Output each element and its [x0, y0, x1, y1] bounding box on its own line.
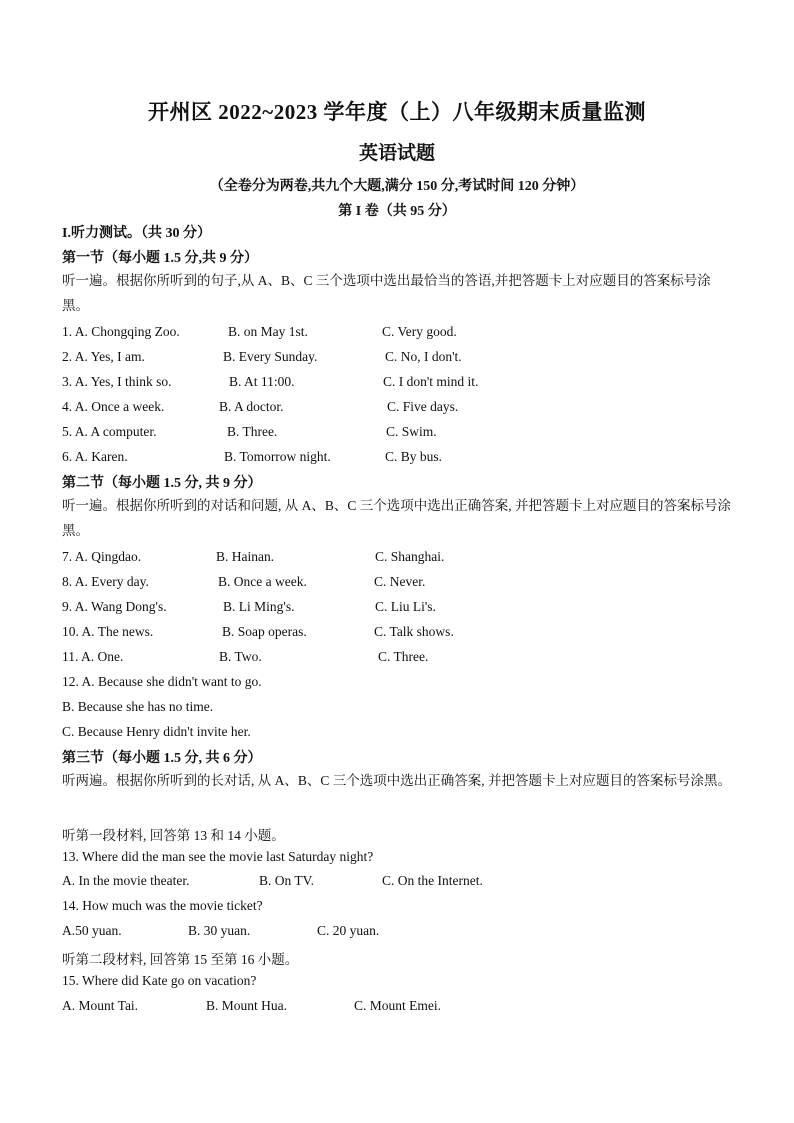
- q1-option-a: 1. A. Chongqing Zoo.: [62, 324, 180, 339]
- q12-option-c: C. Because Henry didn't invite her.: [62, 724, 251, 739]
- section3-instruction: 听两遍。根据你所听到的长对话, 从 A、B、C 三个选项中选出正确答案, 并把答题卡上对应题目的答案标号涂黑。: [62, 773, 732, 788]
- part1-heading: I.听力测试。（共 30 分）: [62, 226, 211, 241]
- q14-stem: 14. How much was the movie ticket?: [62, 898, 263, 913]
- q5-option-a: 5. A. A computer.: [62, 424, 157, 439]
- q14-option-c: C. 20 yuan.: [317, 923, 380, 938]
- q8-option-b: B. Once a week.: [218, 574, 307, 589]
- q13-option-b: B. On TV.: [259, 873, 315, 888]
- q13-option-c: C. On the Internet.: [382, 873, 483, 888]
- q10-option-a: 10. A. The news.: [62, 624, 154, 639]
- q5-option-b: B. Three.: [227, 424, 278, 439]
- q6-option-b: B. Tomorrow night.: [224, 449, 331, 464]
- q12-option-a: 12. A. Because she didn't want to go.: [62, 674, 262, 689]
- section1-heading: 第一节（每小题 1.5 分,共 9 分）: [62, 251, 258, 266]
- q2-option-c: C. No, I don't.: [385, 349, 462, 364]
- q4-option-c: C. Five days.: [387, 399, 459, 414]
- material2-note: 听第二段材料, 回答第 15 至第 16 小题。: [62, 952, 299, 967]
- q8-option-a: 8. A. Every day.: [62, 574, 149, 589]
- q15-option-c: C. Mount Emei.: [354, 998, 441, 1013]
- q2-option-a: 2. A. Yes, I am.: [62, 349, 145, 364]
- q9-option-c: C. Liu Li's.: [375, 599, 436, 614]
- q10-option-c: C. Talk shows.: [374, 624, 454, 639]
- q15-option-b: B. Mount Hua.: [206, 998, 287, 1013]
- q15-stem: 15. Where did Kate go on vacation?: [62, 973, 257, 988]
- exam-title: 开州区 2022~2023 学年度（上）八年级期末质量监测: [148, 100, 646, 124]
- q7-option-b: B. Hainan.: [216, 549, 275, 564]
- q3-option-c: C. I don't mind it.: [383, 374, 479, 389]
- q1-option-b: B. on May 1st.: [228, 324, 308, 339]
- q11-option-c: C. Three.: [378, 649, 429, 664]
- exam-subject: 英语试题: [358, 143, 435, 164]
- q14-option-b: B. 30 yuan.: [188, 923, 251, 938]
- q12-option-b: B. Because she has no time.: [62, 699, 214, 714]
- q4-option-b: B. A doctor.: [219, 399, 284, 414]
- q3-option-a: 3. A. Yes, I think so.: [62, 374, 172, 389]
- q9-option-a: 9. A. Wang Dong's.: [62, 599, 167, 614]
- material1-note: 听第一段材料, 回答第 13 和 14 小题。: [62, 828, 285, 843]
- q2-option-b: B. Every Sunday.: [223, 349, 318, 364]
- exam-note: （全卷分为两卷,共九个大题,满分 150 分,考试时间 120 分钟）: [209, 179, 585, 194]
- q14-option-a: A.50 yuan.: [62, 923, 122, 938]
- q15-option-a: A. Mount Tai.: [62, 998, 139, 1013]
- q6-option-a: 6. A. Karen.: [62, 449, 128, 464]
- q9-option-b: B. Li Ming's.: [223, 599, 295, 614]
- q7-option-a: 7. A. Qingdao.: [62, 549, 142, 564]
- q8-option-c: C. Never.: [374, 574, 426, 589]
- q10-option-b: B. Soap operas.: [222, 624, 307, 639]
- q6-option-c: C. By bus.: [385, 449, 443, 464]
- section2-heading: 第二节（每小题 1.5 分, 共 9 分）: [62, 476, 262, 491]
- q7-option-c: C. Shanghai.: [375, 549, 445, 564]
- volume-heading: 第 I 卷（共 95 分）: [338, 204, 456, 219]
- q11-option-a: 11. A. One.: [62, 649, 124, 664]
- q13-option-a: A. In the movie theater.: [62, 873, 190, 888]
- section2-instruction: 听一遍。根据你所听到的对话和问题, 从 A、B、C 三个选项中选出正确答案, 并把答题卡上对应题目的答案标号涂黑。: [62, 498, 732, 538]
- q3-option-b: B. At 11:00.: [229, 374, 295, 389]
- section1-instruction: 听一遍。根据你所听到的句子,从 A、B、C 三个选项中选出最恰当的答语,并把答题卡上对应题目的答案标号涂黑。: [62, 273, 711, 313]
- q13-stem: 13. Where did the man see the movie last Saturday night?: [62, 849, 374, 864]
- q11-option-b: B. Two.: [219, 649, 262, 664]
- q4-option-a: 4. A. Once a week.: [62, 399, 165, 414]
- q5-option-c: C. Swim.: [386, 424, 437, 439]
- q1-option-c: C. Very good.: [382, 324, 457, 339]
- section3-heading: 第三节（每小题 1.5 分, 共 6 分）: [62, 751, 262, 766]
